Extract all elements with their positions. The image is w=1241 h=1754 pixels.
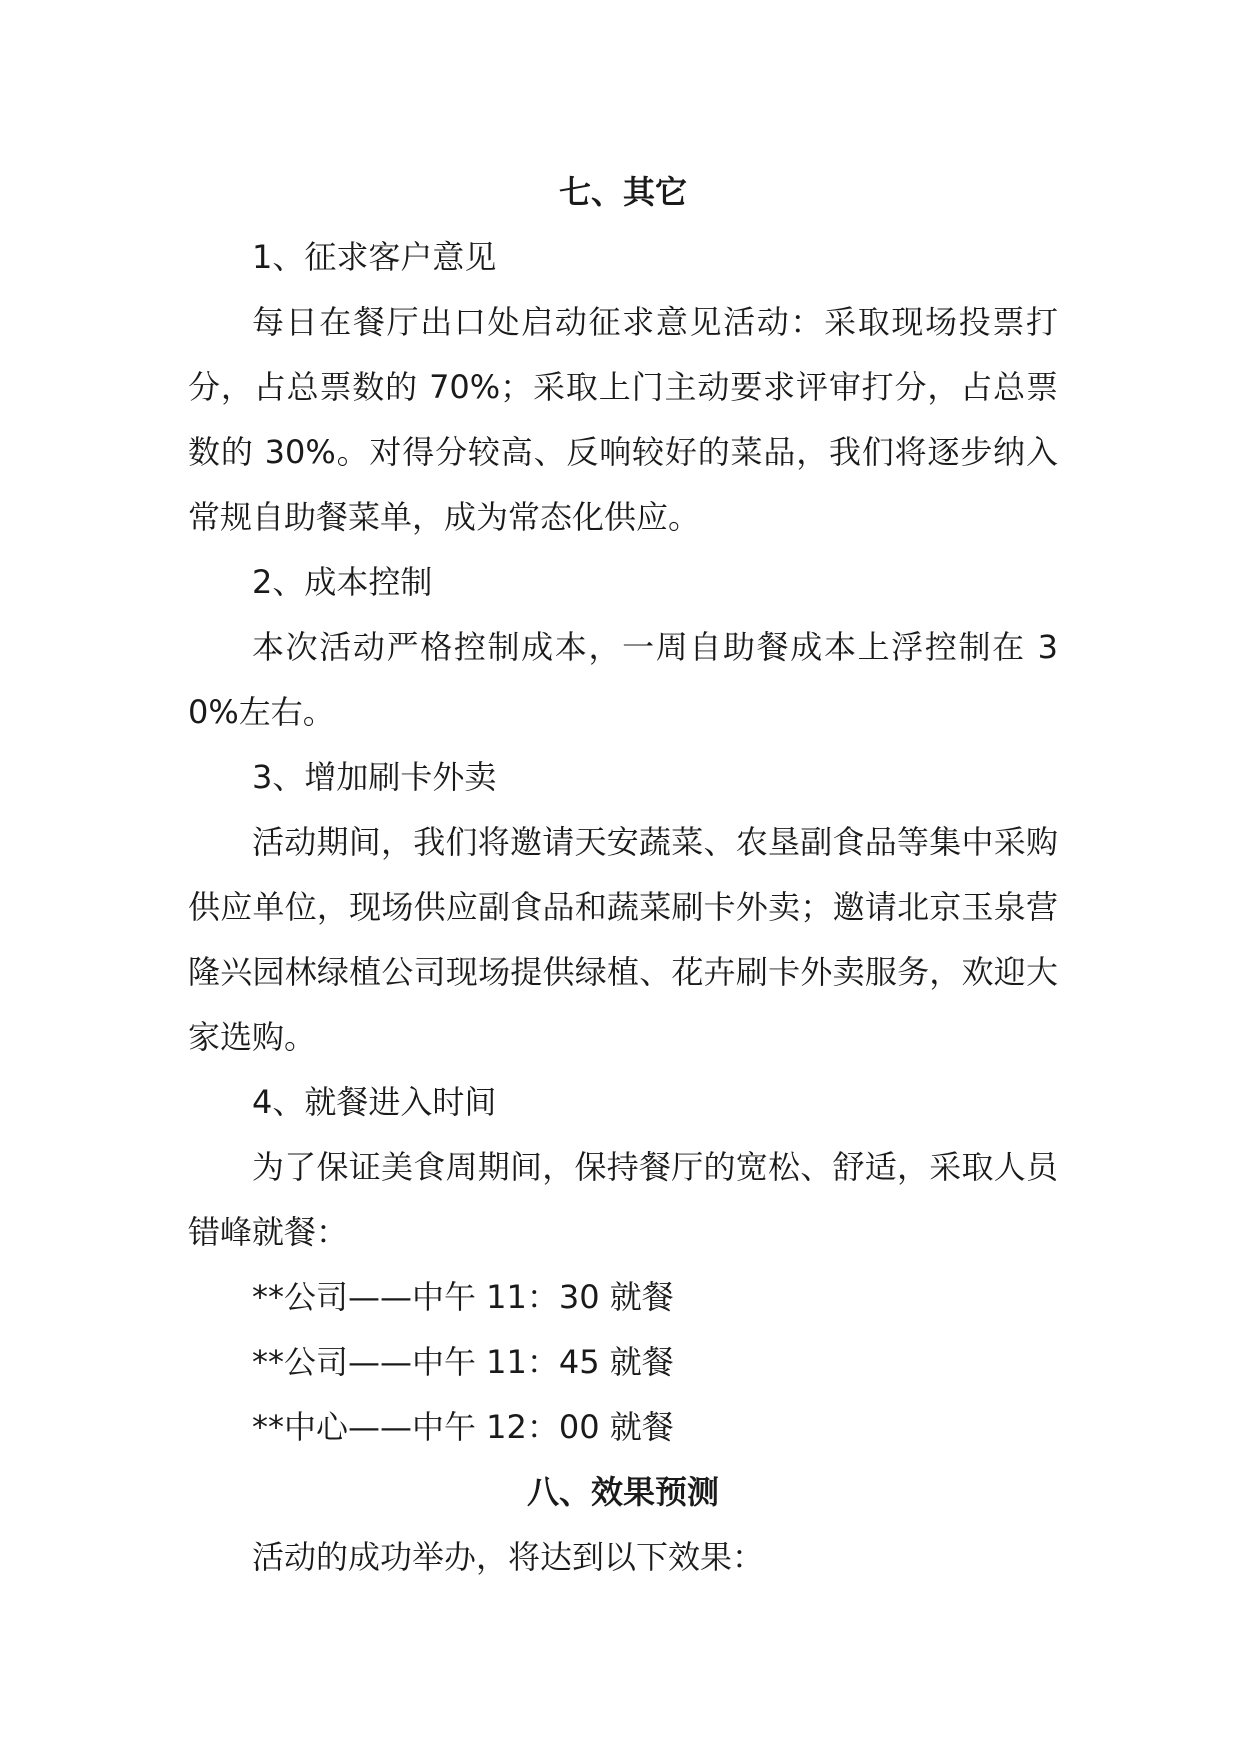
section-8-title: 八、效果预测 xyxy=(526,1473,719,1511)
item-2-body: 本次活动严格控制成本，一周自助餐成本上浮控制在 30%左右。 xyxy=(188,628,1058,731)
item-1-body: 每日在餐厅出口处启动征求意见活动：采取现场投票打分，占总票数的 70%；采取上门主动要求评审打分，占总票数的 30%。对得分较高、反响较好的菜品，我们将逐步纳入常规自助餐菜单，成为常态化供应。 xyxy=(188,303,1058,536)
schedule-line-2: **公司——中午 11：45 就餐 xyxy=(252,1343,674,1381)
section-8-intro: 活动的成功举办，将达到以下效果： xyxy=(252,1538,765,1576)
section-7-title: 七、其它 xyxy=(558,173,687,211)
item-3-heading: 3、增加刷卡外卖 xyxy=(252,758,497,796)
item-2-heading: 2、成本控制 xyxy=(252,563,433,601)
item-1-heading: 1、征求客户意见 xyxy=(252,238,497,276)
document-page xyxy=(188,160,1058,1590)
schedule-line-3: **中心——中午 12：00 就餐 xyxy=(252,1408,674,1446)
schedule-line-1: **公司——中午 11：30 就餐 xyxy=(252,1278,674,1316)
item-3-body: 活动期间，我们将邀请天安蔬菜、农垦副食品等集中采购供应单位，现场供应副食品和蔬菜刷卡外卖；邀请北京玉泉营隆兴园林绿植公司现场提供绿植、花卉刷卡外卖服务，欢迎大家选购。 xyxy=(188,823,1058,1056)
item-4-heading: 4、就餐进入时间 xyxy=(252,1083,497,1121)
item-4-body: 为了保证美食周期间，保持餐厅的宽松、舒适，采取人员错峰就餐： xyxy=(188,1148,1058,1251)
